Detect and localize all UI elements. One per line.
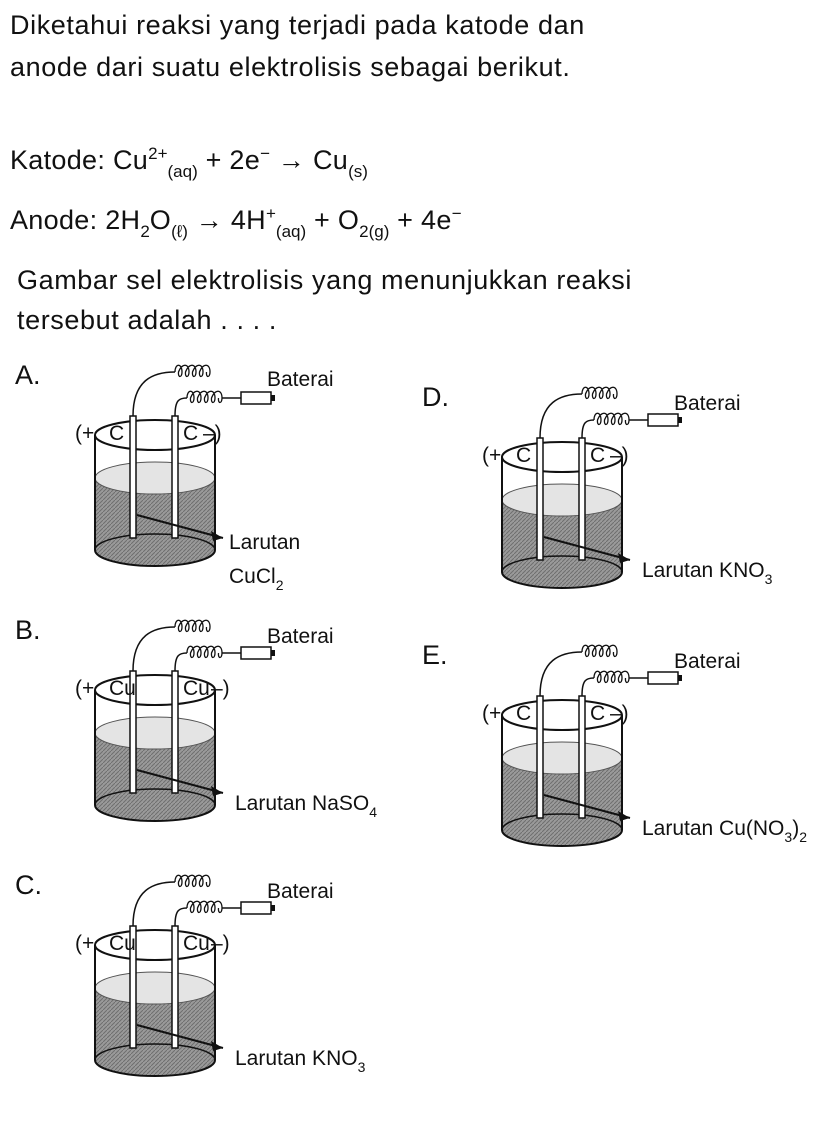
negative-terminal-label: –) — [203, 422, 222, 445]
anode-arrow: → — [195, 205, 224, 235]
option-b — [15, 615, 378, 875]
solution-label-formula: CuCl$_2$ — [229, 565, 284, 594]
wire-cathode — [582, 678, 594, 696]
option-letter: E. — [422, 640, 448, 670]
electrolysis-cell-diagram — [15, 360, 355, 590]
negative-terminal-label: –) — [610, 702, 629, 725]
anode-oxygen: + O — [306, 205, 360, 235]
battery-terminal — [271, 905, 275, 911]
battery-terminal — [678, 675, 682, 681]
solution-surface — [502, 742, 622, 774]
wire-anode — [133, 627, 175, 671]
battery-label: Baterai — [674, 650, 741, 673]
option-letter: D. — [422, 382, 449, 412]
pointer-arrowhead — [211, 531, 223, 541]
cathode-state: (s) — [348, 162, 368, 182]
cathode-reactant: Cu — [113, 145, 149, 175]
anode-hydrogen-charge: + — [265, 204, 276, 223]
option-c — [15, 870, 366, 1130]
cathode-arrow: → — [277, 145, 306, 175]
wire-cathode — [175, 653, 187, 671]
solution-surface — [95, 462, 215, 494]
anode-equation — [10, 194, 462, 250]
anode-electron-charge: − — [451, 204, 462, 223]
wire-coil-bottom — [594, 671, 629, 682]
wire-coil-top — [175, 365, 210, 376]
wire-cathode — [175, 908, 187, 926]
negative-terminal-label: –) — [211, 677, 230, 700]
solution-surface — [95, 972, 215, 1004]
pointer-arrowhead — [618, 811, 630, 821]
cathode-aq: (aq) — [167, 162, 198, 182]
solution-label: Larutan $Cu(NO_3)_2$ — [642, 817, 807, 846]
pointer-arrowhead — [211, 1041, 223, 1051]
solution-label — [229, 530, 300, 596]
anode-electrode-label: Cu — [109, 677, 136, 700]
electrode-cathode — [579, 696, 585, 818]
cathode-equation — [10, 134, 368, 190]
anode-electrode-label: C — [516, 702, 532, 725]
wire-cathode — [582, 420, 594, 438]
negative-terminal-label: –) — [610, 444, 629, 467]
anode-water-state: (ℓ) — [171, 222, 188, 242]
positive-terminal-label: (+ — [75, 932, 95, 955]
battery-label: Baterai — [267, 625, 334, 648]
option-letter: C. — [15, 870, 42, 900]
cathode-electrode-label: Cu — [183, 677, 210, 700]
battery-terminal — [678, 417, 682, 423]
electrode-anode — [537, 438, 543, 560]
cathode-charge: 2+ — [148, 144, 168, 163]
anode-electrons: + 4e — [389, 205, 452, 235]
electrode-anode — [130, 416, 136, 538]
cathode-product: Cu — [312, 145, 349, 175]
battery-icon — [241, 392, 271, 404]
wire-cathode — [175, 398, 187, 416]
wire-anode — [540, 394, 582, 438]
cathode-electron-charge: − — [260, 144, 271, 163]
electrode-cathode — [172, 416, 178, 538]
wire-coil-top — [582, 645, 617, 656]
anode-hydrogen-state: (aq) — [275, 222, 307, 242]
wire-anode — [540, 652, 582, 696]
pointer-arrowhead — [211, 786, 223, 796]
wire-coil-bottom — [187, 391, 222, 402]
solution-surface — [95, 717, 215, 749]
anode-water: 2H — [105, 205, 141, 235]
wire-coil-top — [175, 875, 210, 886]
cathode-electrons: + 2e — [205, 145, 261, 175]
anode-water-o: O — [149, 205, 172, 235]
cathode-electrode-label: Cu — [183, 932, 210, 955]
wire-coil-bottom — [187, 901, 222, 912]
option-letter: A. — [15, 360, 41, 390]
option-letter: B. — [15, 615, 41, 645]
solution-label: Larutan NaSO$_4$ — [235, 792, 378, 821]
battery-terminal — [271, 395, 275, 401]
wire-anode — [133, 372, 175, 416]
solution-label: Larutan $KNO_3$ — [235, 1047, 366, 1076]
anode-label: Anode: — [10, 205, 98, 235]
solution-label: Larutan $KNO_3$ — [642, 559, 773, 588]
cathode-label: Katode: — [10, 145, 106, 175]
anode-water-sub: 2 — [140, 222, 150, 242]
negative-terminal-label: –) — [211, 932, 230, 955]
wire-coil-bottom — [187, 646, 222, 657]
option-e — [422, 640, 807, 900]
wire-coil-top — [582, 387, 617, 398]
battery-label: Baterai — [674, 392, 741, 415]
pointer-arrowhead — [618, 553, 630, 563]
intro-text: Diketahui reaksi yang terjadi pada katode dan anode dari suatu elektrolisis sebagai berikut. — [10, 10, 585, 82]
positive-terminal-label: (+ — [482, 702, 502, 725]
anode-hydrogen: 4H — [230, 205, 266, 235]
positive-terminal-label: (+ — [482, 444, 502, 467]
electrode-cathode — [172, 926, 178, 1048]
battery-label: Baterai — [267, 368, 334, 391]
electrode-anode — [537, 696, 543, 818]
anode-electrode-label: C — [516, 444, 532, 467]
cathode-electrode-label: C — [183, 422, 199, 445]
battery-label: Baterai — [267, 880, 334, 903]
option-d — [422, 382, 773, 642]
positive-terminal-label: (+ — [75, 422, 95, 445]
anode-electrode-label: C — [109, 422, 125, 445]
anode-oxygen-sub: 2(g) — [359, 222, 390, 242]
battery-terminal — [271, 650, 275, 656]
wire-coil-bottom — [594, 413, 629, 424]
cathode-electrode-label: C — [590, 702, 606, 725]
wire-anode — [133, 882, 175, 926]
anode-electrode-label: Cu — [109, 932, 136, 955]
wire-coil-top — [175, 620, 210, 631]
solution-label-word: Larutan — [229, 531, 301, 554]
positive-terminal-label: (+ — [75, 677, 95, 700]
question-text: Gambar sel elektrolisis yang menunjukkan reaksi tersebut adalah . . . . — [17, 265, 632, 335]
electrode-cathode — [172, 671, 178, 793]
option-a — [15, 360, 355, 620]
cathode-electrode-label: C — [590, 444, 606, 467]
solution-surface — [502, 484, 622, 516]
electrode-cathode — [579, 438, 585, 560]
